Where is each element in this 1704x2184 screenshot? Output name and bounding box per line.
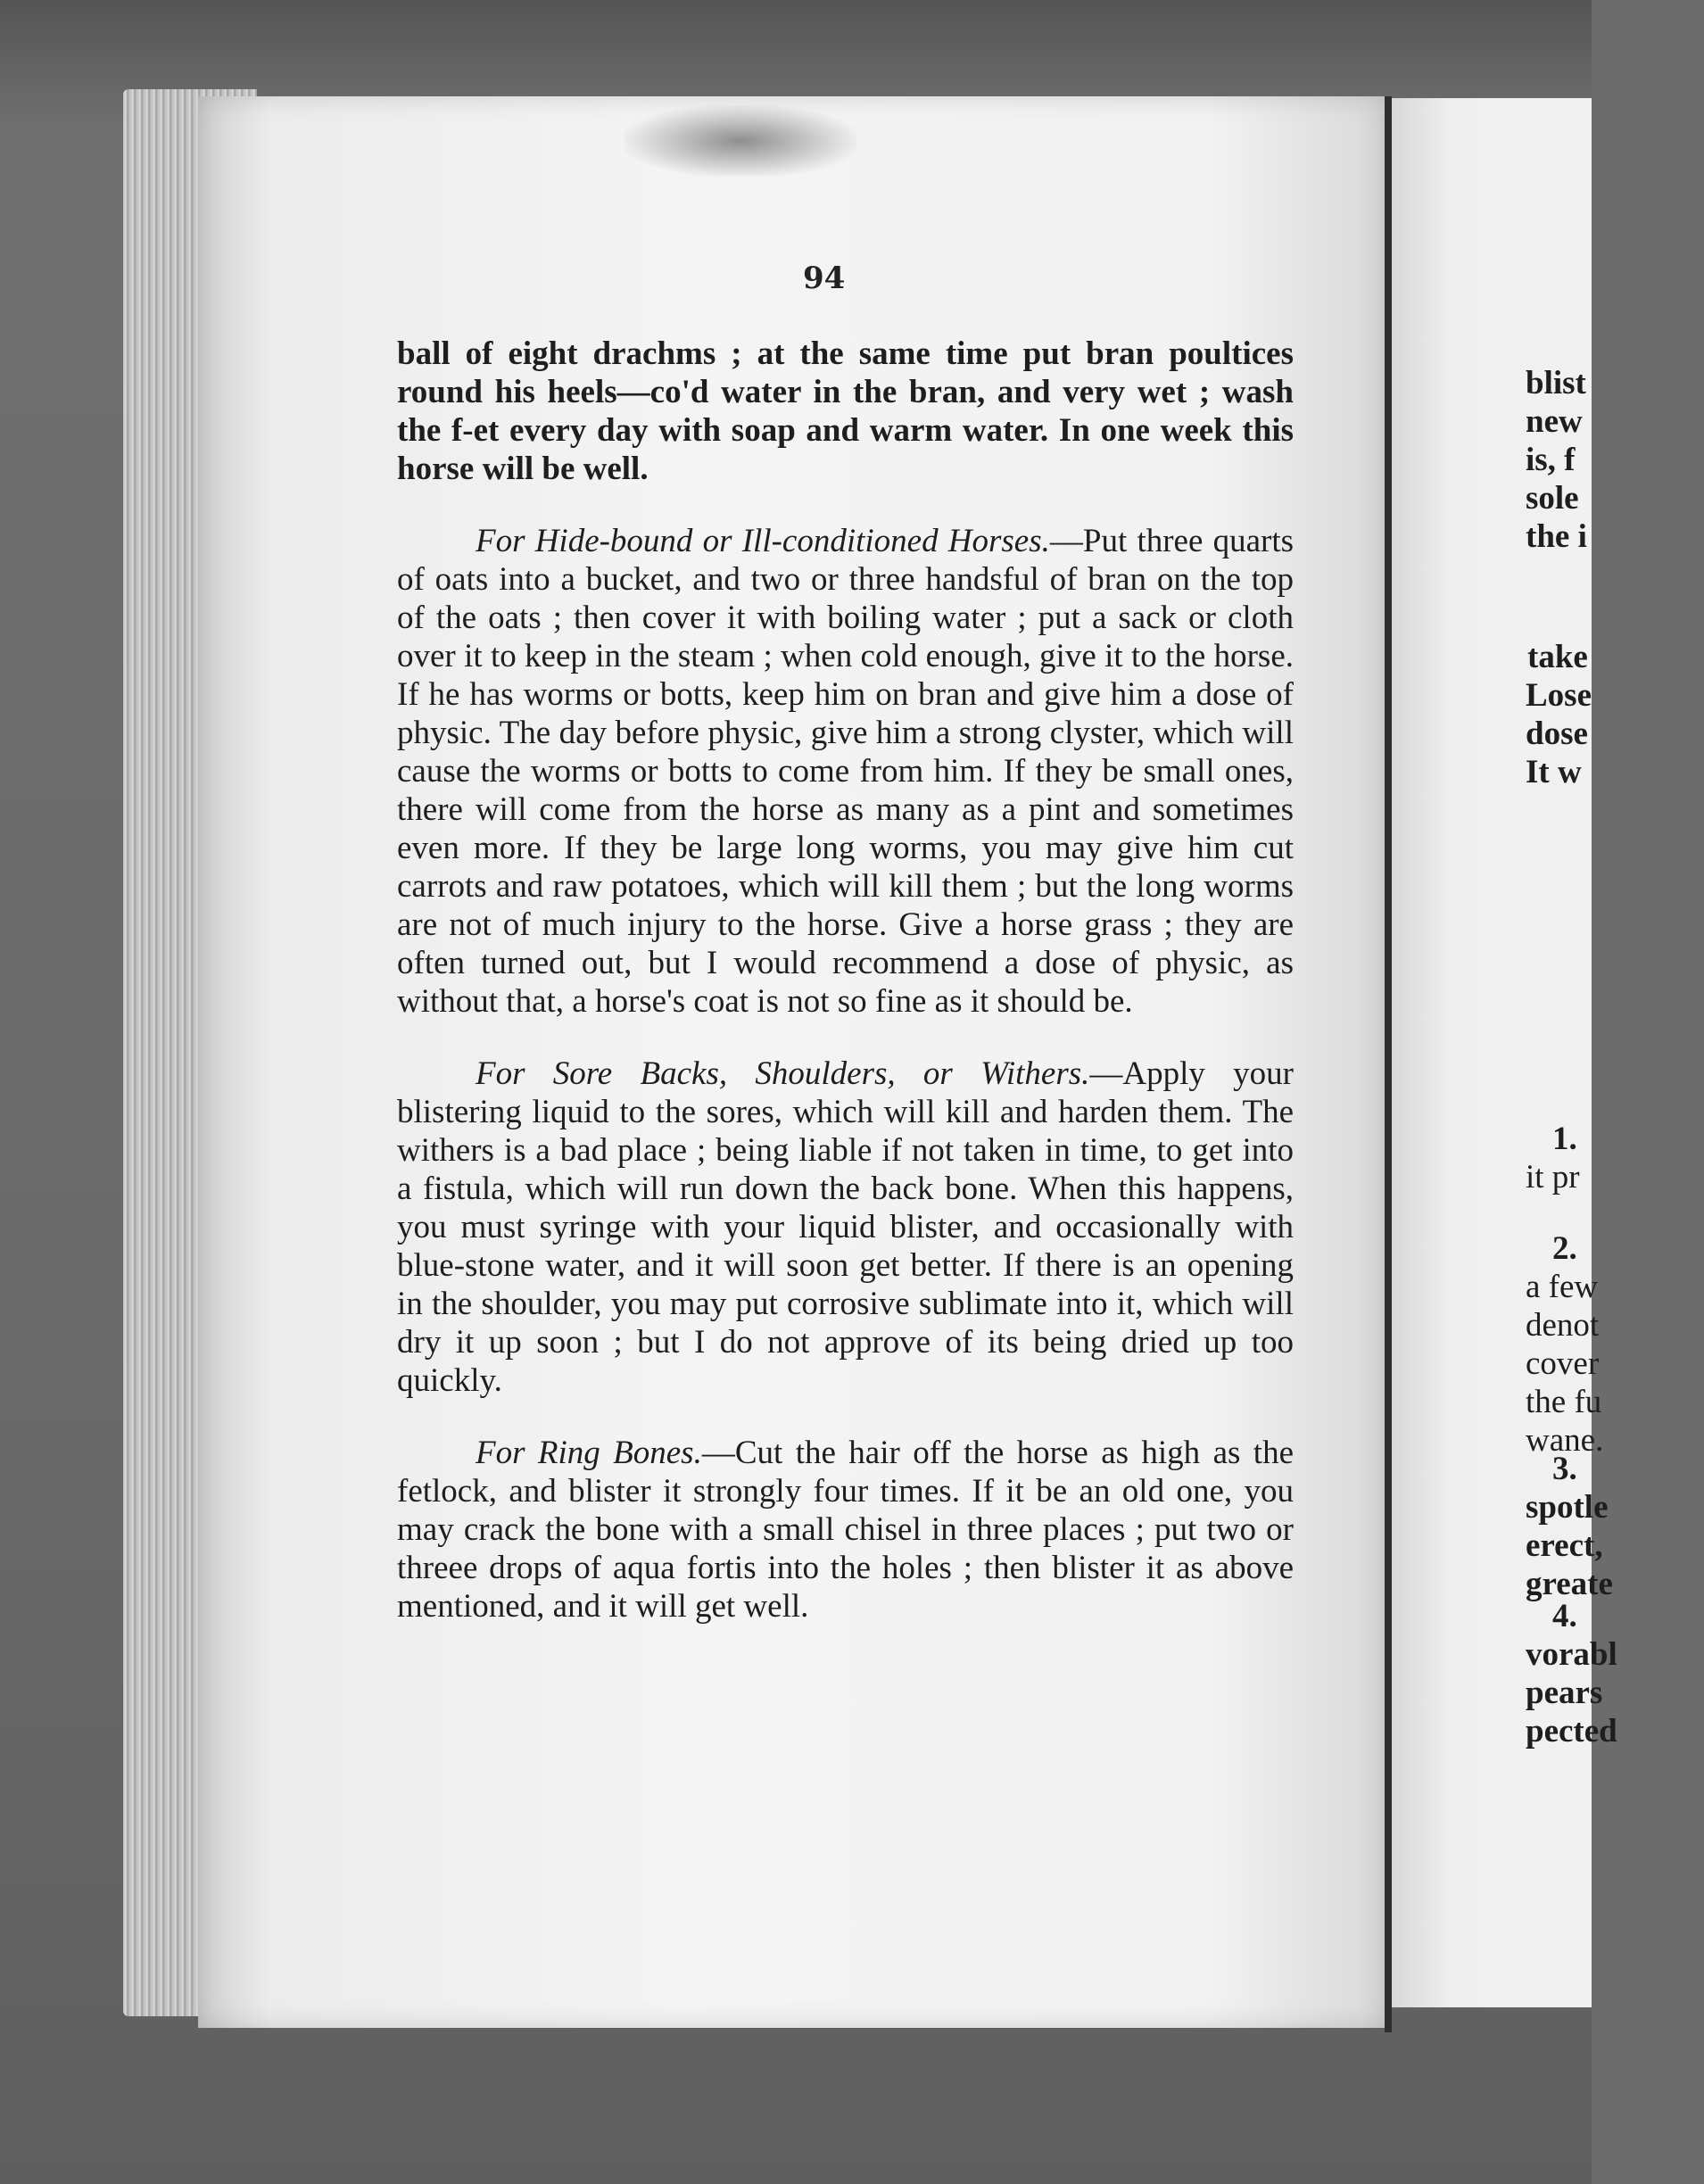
facing-text-group-5 (1526, 1450, 1704, 1603)
page-number: 94 (803, 261, 846, 296)
facing-line: It w (1526, 754, 1582, 790)
book-gutter (1385, 96, 1392, 2032)
facing-line: is, f (1526, 442, 1576, 478)
facing-line: spotle (1526, 1489, 1609, 1526)
facing-text-group-6 (1526, 1597, 1704, 1750)
facing-line: cover (1526, 1345, 1600, 1382)
facing-line: sole (1526, 480, 1579, 517)
facing-text-group-4 (1526, 1229, 1704, 1460)
facing-line: the fu (1526, 1384, 1602, 1420)
facing-line: the i (1526, 518, 1587, 555)
facing-text-group-2 (1526, 638, 1704, 791)
section-body: —Apply your blistering liquid to the sores, which will kill and harden them. The withers is a bad place ; being liable if not taken in time, to get into a fistula, which will run down the back bone. When this happens, you must syringe with your liquid blister, and occasionally with blue-stone water, and it will soon get better. If there is an opening in the shoulder, you may put corrosive sublimate into it, which will dry it up soon ; but I do not approve of its being dried up too quickly. (397, 1055, 1294, 1399)
facing-line: pears (1526, 1675, 1603, 1711)
facing-line: it pr (1526, 1159, 1580, 1195)
facing-text-group-3 (1526, 1120, 1704, 1196)
facing-line: vorabl (1526, 1636, 1617, 1673)
facing-line: take (1527, 639, 1588, 675)
section-body: —Cut the hair off the horse as high as the fetlock, and blister it strongly four times. If it be an old one, you may crack the bone with a small chisel in three places ; put two or threee drops of aqua fortis into the holes ; then blister it as above mentioned, and it will get well. (397, 1435, 1294, 1625)
facing-line: erect, (1526, 1527, 1603, 1564)
facing-line: dose (1526, 716, 1588, 752)
facing-line: pected (1526, 1713, 1617, 1750)
facing-line: 3. (1552, 1451, 1577, 1487)
section-heading: For Hide-bound or Ill-conditioned Horses. (476, 523, 1050, 559)
facing-line: Lose (1526, 677, 1592, 714)
facing-line: greate (1526, 1566, 1613, 1602)
paragraph-ring-bones (397, 1434, 1294, 1626)
paragraph-sore-backs (397, 1055, 1294, 1400)
facing-line: wane. (1526, 1422, 1604, 1459)
facing-line: a few (1526, 1269, 1599, 1305)
facing-line: blist (1526, 365, 1586, 401)
facing-line: 1. (1552, 1121, 1577, 1157)
ink-smudge (625, 105, 856, 177)
facing-line: 4. (1552, 1598, 1577, 1634)
facing-text-group-1 (1526, 364, 1704, 556)
section-heading: For Ring Bones. (476, 1435, 702, 1471)
facing-line: new (1526, 403, 1583, 440)
section-body: —Put three quarts of oats into a bucket, and two or three handsful of bran on the top of the oats ; then cover it with boiling water ; put a sack or cloth over it to keep in the steam ; when cold enough, give it to the horse. If he has worms or botts, keep him on bran and give him a dose of physic. The day before physic, give him a strong clyster, which will cause the worms or botts to come from him. If they be small ones, there will come from the horse as many as a pint and sometimes even more. If they be large long worms, you may give him cut carrots and raw potatoes, which will kill them ; but the long worms are not of much injury to the horse. Give a horse grass ; they are often turned out, but I would recommend a dose of physic, as without that, a horse's coat is not so fine as it should be. (397, 523, 1294, 1020)
paragraph-hide-bound (397, 522, 1294, 1021)
paragraph-continuation: ball of eight drachms ; at the same time put bran poultices round his heels—co'd water in the bran, and very wet ; wash the f-et every day with soap and warm water. In one week this horse will be well. (397, 335, 1294, 487)
section-heading: For Sore Backs, Shoulders, or Withers. (476, 1055, 1090, 1092)
page-body (397, 335, 1294, 1626)
facing-line: denot (1526, 1307, 1600, 1344)
facing-line: 2. (1552, 1230, 1577, 1267)
